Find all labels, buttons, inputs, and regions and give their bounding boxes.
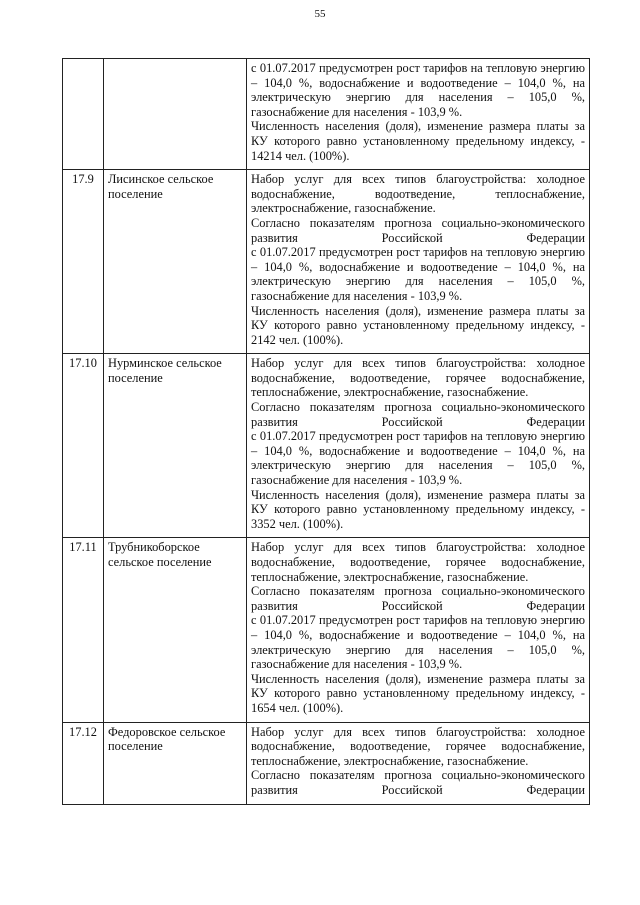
description-line: развития Российской Федерации	[251, 414, 585, 429]
tariff-description	[247, 170, 590, 354]
description-line: Набор услуг для всех типов благоустройства: холодное водоснабжение, водоотведение, горячее водоснабжение, теплоснабжение, электроснабжение, газоснабжение.	[251, 356, 585, 400]
settlement-name: Федоровское сельское поселение	[104, 722, 247, 804]
row-number: 17.12	[63, 722, 104, 804]
row-number: 17.9	[63, 170, 104, 354]
table-row	[63, 722, 590, 804]
description-line: Набор услуг для всех типов благоустройства: холодное водоснабжение, водоотведение, горячее водоснабжение, теплоснабжение, электроснабжение, газоснабжение.	[251, 540, 585, 584]
row-number	[63, 59, 104, 170]
description-line: развития Российской Федерации	[251, 230, 585, 245]
description-line: Набор услуг для всех типов благоустройства: холодное водоснабжение, водоотведение, горячее водоснабжение, теплоснабжение, электроснабжение, газоснабжение.	[251, 724, 585, 768]
table-row	[63, 354, 590, 538]
table-row	[63, 59, 590, 170]
tariff-table	[62, 58, 590, 805]
settlement-name	[104, 59, 247, 170]
settlement-name: Нурминское сельское поселение	[104, 354, 247, 538]
description-line: Согласно показателям прогноза социально-экономического	[251, 215, 585, 230]
description-line: с 01.07.2017 предусмотрен рост тарифов на тепловую энергию – 104,0 %, водоснабжение и водоотведение – 104,0 %, на электрическую энергию для населения – 105,0 %, газоснабжение для населения - 103,9 %.	[251, 61, 585, 119]
table-row	[63, 538, 590, 722]
settlement-name: Трубникоборское сельское поселение	[104, 538, 247, 722]
tariff-description	[247, 59, 590, 170]
tariff-description	[247, 722, 590, 804]
description-line: Численность населения (доля), изменение размера платы за КУ которого равно установленному предельному индексу, - 14214 чел. (100%).	[251, 119, 585, 163]
description-line: Согласно показателям прогноза социально-экономического	[251, 400, 585, 415]
description-line: Численность населения (доля), изменение размера платы за КУ которого равно установленному предельному индексу, - 1654 чел. (100%).	[251, 671, 585, 715]
row-number: 17.10	[63, 354, 104, 538]
description-line: развития Российской Федерации	[251, 782, 585, 797]
table-row	[63, 170, 590, 354]
description-line: с 01.07.2017 предусмотрен рост тарифов на тепловую энергию – 104,0 %, водоснабжение и водоотведение – 104,0 %, на электрическую энергию для населения – 105,0 %, газоснабжение для населения - 103,9 %.	[251, 613, 585, 672]
description-line: с 01.07.2017 предусмотрен рост тарифов на тепловую энергию – 104,0 %, водоснабжение и водоотведение – 104,0 %, на электрическую энергию для населения – 105,0 %, газоснабжение для населения - 103,9 %.	[251, 245, 585, 303]
description-line: Численность населения (доля), изменение размера платы за КУ которого равно установленному предельному индексу, - 2142 чел. (100%).	[251, 303, 585, 347]
tariff-description	[247, 354, 590, 538]
description-line: развития Российской Федерации	[251, 598, 585, 613]
description-line: Согласно показателям прогноза социально-экономического	[251, 584, 585, 599]
description-line: Численность населения (доля), изменение размера платы за КУ которого равно установленному предельному индексу, - 3352 чел. (100%).	[251, 487, 585, 531]
page-number: 55	[314, 8, 326, 20]
row-number: 17.11	[63, 538, 104, 722]
description-line: Согласно показателям прогноза социально-экономического	[251, 768, 585, 783]
tariff-description	[247, 538, 590, 722]
description-line: Набор услуг для всех типов благоустройства: холодное водоснабжение, водоотведение, теплоснабжение, электроснабжение, газоснабжение.	[251, 172, 585, 216]
settlement-name: Лисинское сельское поселение	[104, 170, 247, 354]
description-line: с 01.07.2017 предусмотрен рост тарифов на тепловую энергию – 104,0 %, водоснабжение и водоотведение – 104,0 %, на электрическую энергию для населения – 105,0 %, газоснабжение для населения - 103,9 %.	[251, 429, 585, 488]
